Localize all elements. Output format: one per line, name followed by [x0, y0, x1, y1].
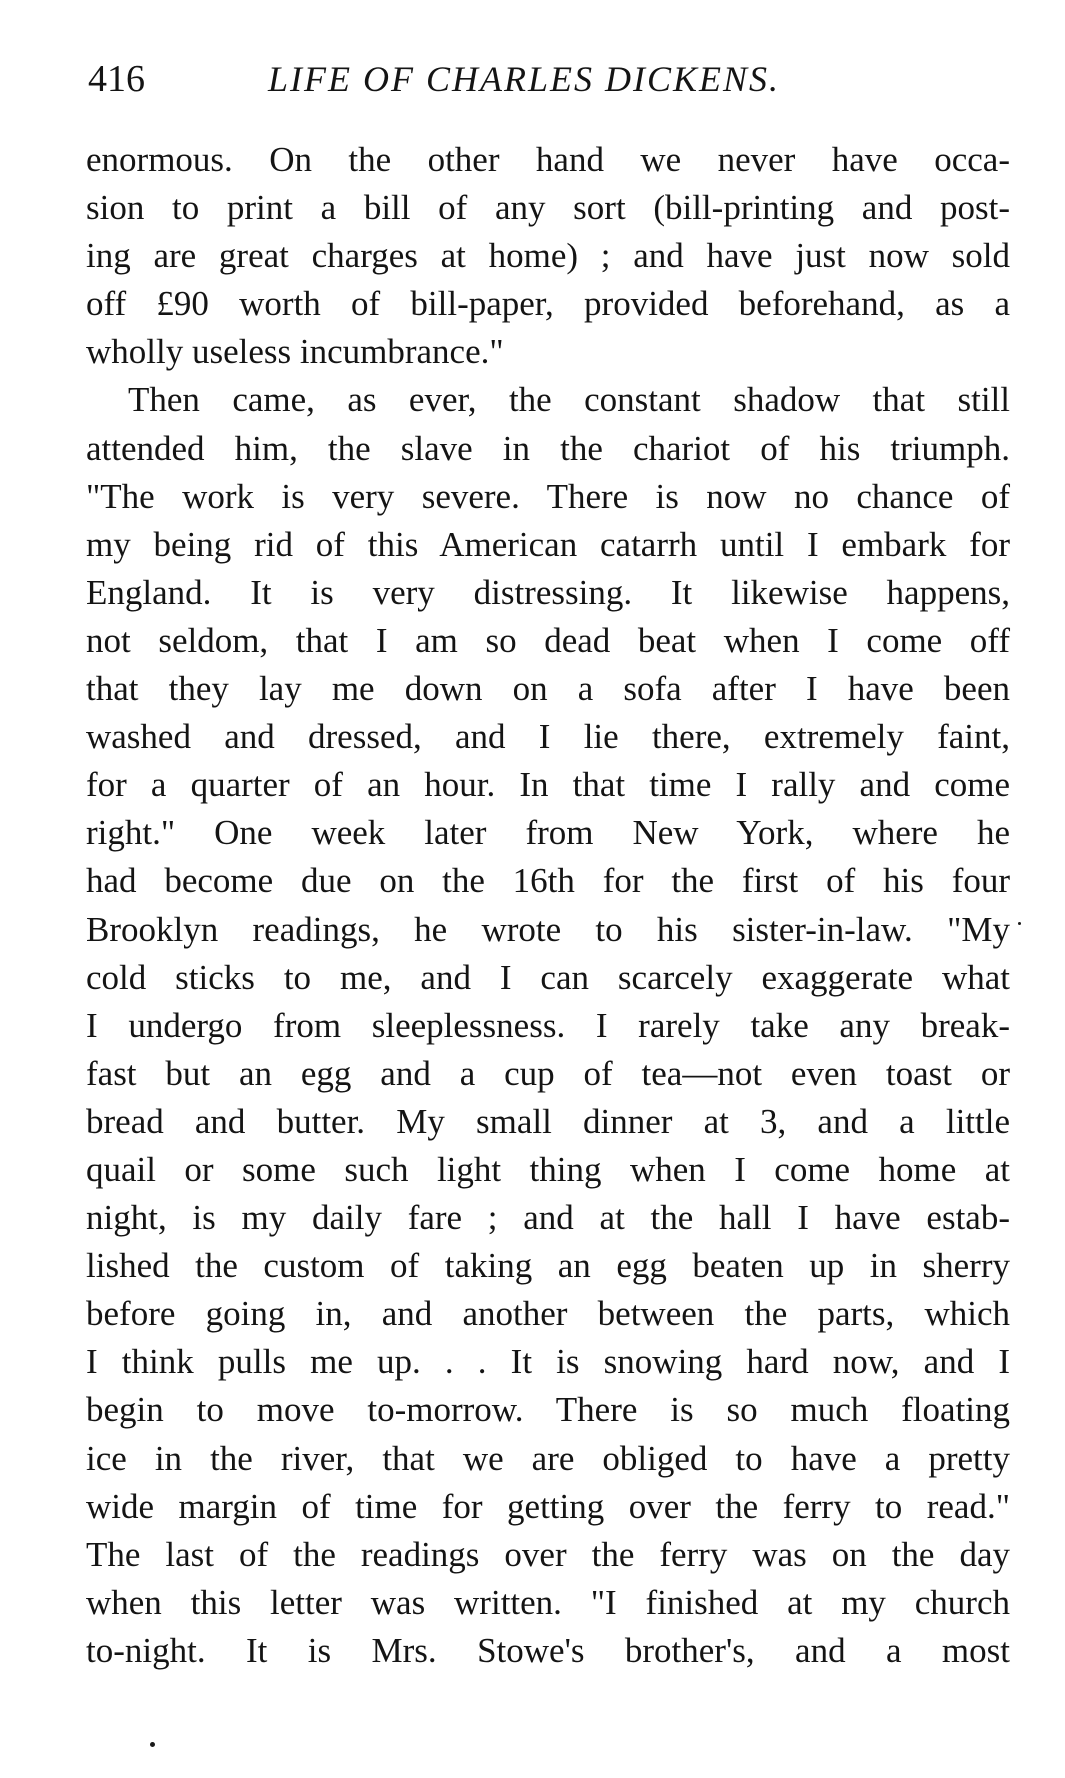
- text-line: England. It is very distressing. It likewise happens,: [86, 572, 1010, 612]
- text-line: I think pulls me up. . . It is snowing hard now, and I: [86, 1342, 1010, 1382]
- text-line: wholly useless incumbrance.": [86, 332, 504, 372]
- text-line: ing are great charges at home) ; and have just now sold: [86, 236, 1010, 276]
- text-line: Then came, as ever, the constant shadow that still: [128, 380, 1010, 420]
- page-number: 416: [88, 58, 145, 100]
- text-line: ice in the river, that we are obliged to have a pretty: [86, 1438, 1010, 1478]
- text-line: wide margin of time for getting over the ferry to read.": [86, 1486, 1010, 1526]
- text-line: off £90 worth of bill-paper, provided beforehand, as a: [86, 284, 1010, 324]
- running-title: LIFE OF CHARLES DICKENS.: [268, 59, 780, 99]
- text-line: when this letter was written. "I finished at my church: [86, 1582, 1010, 1622]
- text-line: enormous. On the other hand we never have occa-: [86, 140, 1010, 179]
- text-line: I undergo from sleeplessness. I rarely take any break-: [86, 1005, 1010, 1045]
- text-line: to-night. It is Mrs. Stowe's brother's, and a most: [86, 1630, 1010, 1670]
- text-line: The last of the readings over the ferry was on the day: [86, 1534, 1010, 1574]
- text-line: cold sticks to me, and I can scarcely exaggerate what: [86, 957, 1010, 997]
- text-line: had become due on the 16th for the first of his four: [86, 861, 1010, 901]
- running-head: [88, 54, 1010, 104]
- text-line: my being rid of this American catarrh until I embark for: [86, 524, 1010, 564]
- text-line: bread and butter. My small dinner at 3, and a little: [86, 1101, 1010, 1141]
- text-line: quail or some such light thing when I come home at: [86, 1149, 1010, 1189]
- text-line: Brooklyn readings, he wrote to his sister-in-law. "My: [86, 909, 1010, 949]
- text-line: night, is my daily fare ; and at the hall I have estab-: [86, 1198, 1010, 1238]
- text-line: sion to print a bill of any sort (bill-printing and post-: [86, 188, 1010, 228]
- text-line: "The work is very severe. There is now no chance of: [86, 476, 1010, 516]
- text-line: fast but an egg and a cup of tea—not even toast or: [86, 1053, 1010, 1093]
- text-line: washed and dressed, and I lie there, extremely faint,: [86, 717, 1010, 757]
- text-line: for a quarter of an hour. In that time I rally and come: [86, 765, 1010, 805]
- body-text: [86, 136, 1010, 1675]
- print-speck: [1018, 922, 1021, 925]
- text-line: lished the custom of taking an egg beaten up in sherry: [86, 1246, 1010, 1286]
- text-line: attended him, the slave in the chariot of his triumph.: [86, 428, 1010, 468]
- text-line: that they lay me down on a sofa after I have been: [86, 669, 1010, 709]
- text-line: not seldom, that I am so dead beat when I come off: [86, 620, 1010, 660]
- text-line: begin to move to-morrow. There is so much floating: [86, 1390, 1010, 1430]
- print-speck: [150, 1742, 155, 1747]
- text-line: right." One week later from New York, where he: [86, 813, 1010, 853]
- text-line: before going in, and another between the parts, which: [86, 1294, 1010, 1334]
